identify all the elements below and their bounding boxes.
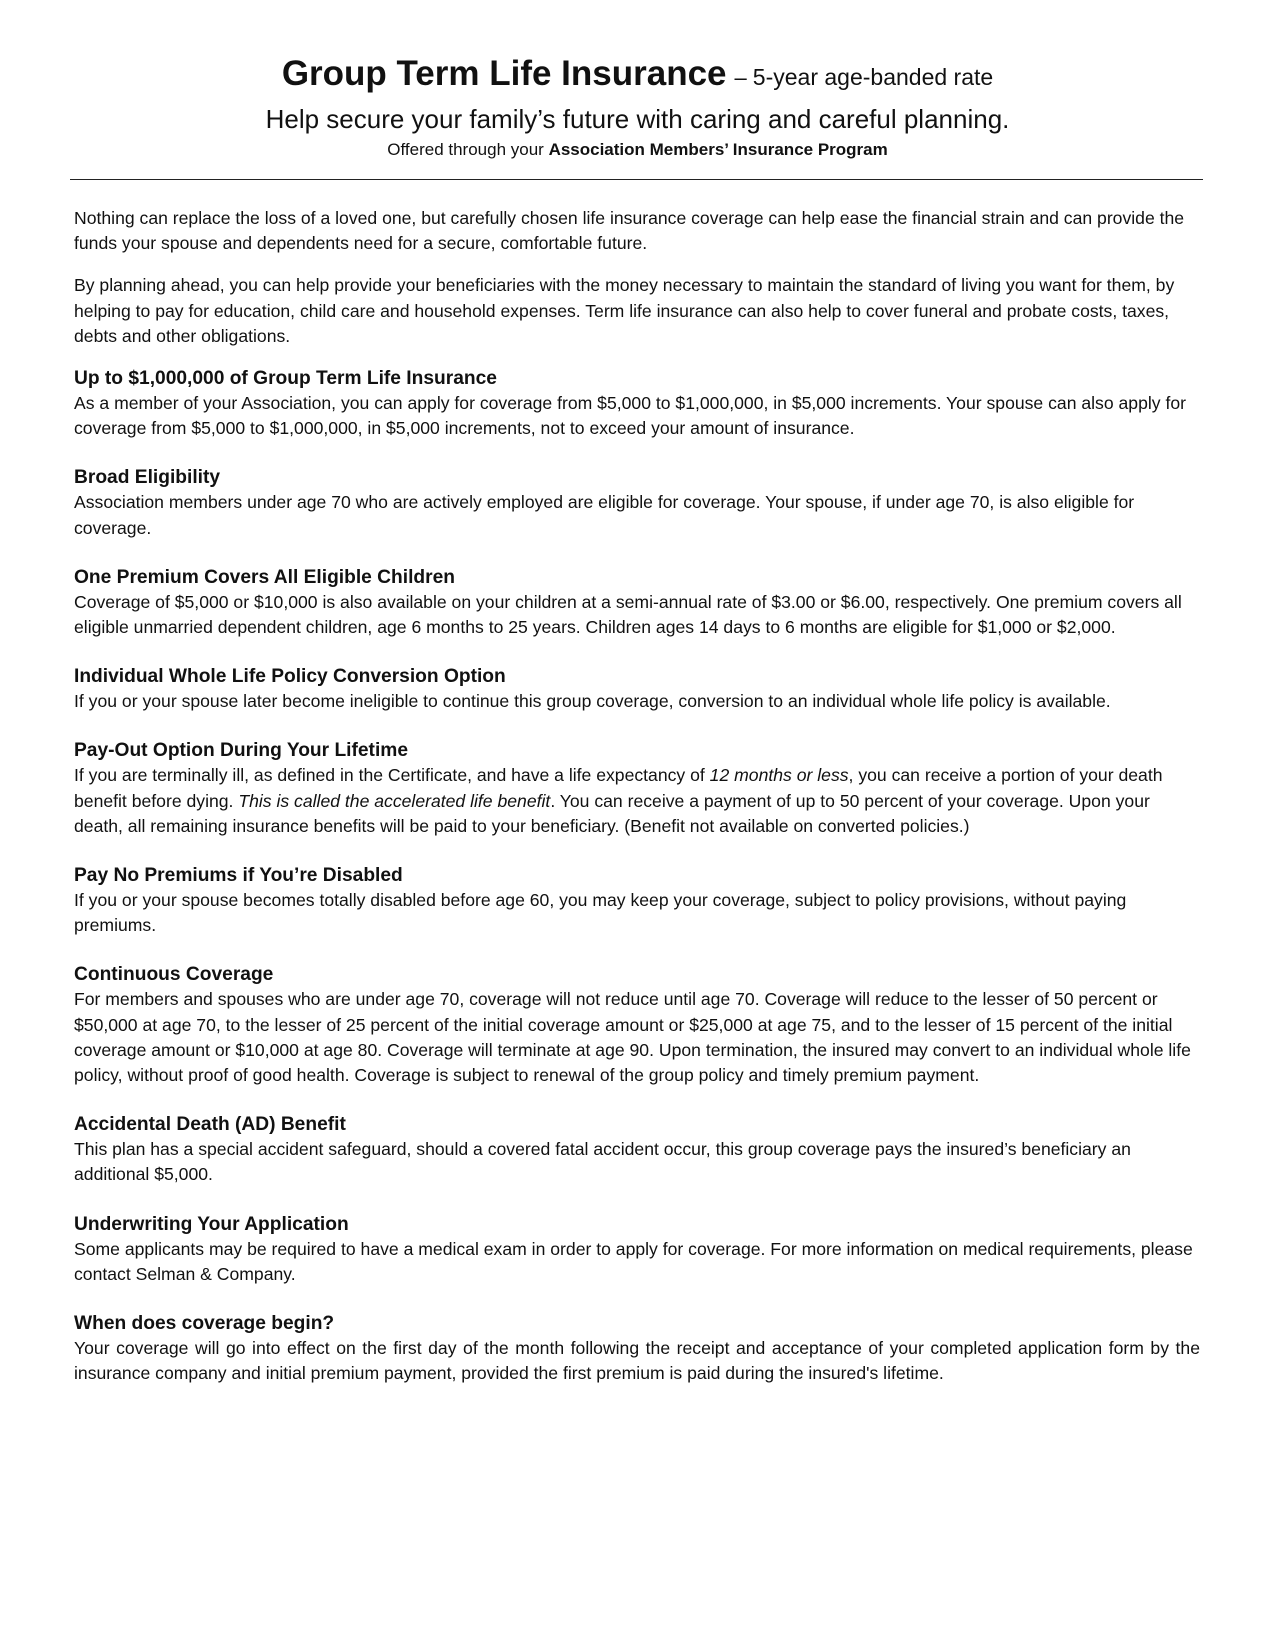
section-body: Coverage of $5,000 or $10,000 is also available on your children at a semi-annual rate of $3.00 or $6.00, respectively. One premium covers all eligible unmarried dependent children, age 6 months to 25 years. Children ages 14 days to 6 months are eligible for $1,000 or $2,000.	[74, 591, 1182, 638]
section-body: Your coverage will go into effect on the first day of the month following the receipt and acceptance of your completed application form by the insurance company and initial premium payment, provided the first premium is paid during the insured's lifetime.	[74, 1338, 1200, 1384]
section-conversion-option	[74, 664, 1200, 714]
section-coverage-begin	[74, 1311, 1200, 1386]
section-body-text: . You can receive a payment of up to 50 percent of your coverage. Upon your death, all remaining insurance benefits will be paid to your beneficiary. (Benefit not available on converted policies.)	[74, 790, 1150, 836]
document-body	[74, 206, 1200, 1386]
section-heading: Up to $1,000,000 of Group Term Life Insurance	[74, 368, 497, 390]
section-heading: Accidental Death (AD) Benefit	[74, 1114, 346, 1136]
section-heading: Individual Whole Life Policy Conversion Option	[74, 666, 506, 688]
section-payout-option	[74, 738, 1200, 839]
document-header	[0, 52, 1275, 162]
title-main: Group Term Life Insurance	[281, 54, 727, 93]
document-title	[0, 52, 1275, 100]
section-heading: One Premium Covers All Eligible Children	[74, 566, 455, 588]
section-body: For members and spouses who are under age 70, coverage will not reduce until age 70. Coverage will reduce to the lesser of 50 percent or $50,000 at age 70, to the lesser of 25 percent of the initial coverage amount or $25,000 at age 75, and to the lesser of 15 percent of the initial coverage amount or $10,000 at age 80. Coverage will terminate at age 90. Upon termination, the insured may convert to an individual whole life policy, without proof of good health. Coverage is subject to renewal of the group policy and timely premium payment.	[74, 989, 1191, 1086]
section-heading: Broad Eligibility	[74, 467, 221, 489]
offered-prefix: Offered through your	[387, 140, 549, 159]
section-heading: Pay No Premiums if You’re Disabled	[74, 865, 403, 887]
section-body: If you or your spouse later become ineligible to continue this group coverage, conversion to an individual whole life policy is available.	[74, 691, 1111, 712]
section-body: Some applicants may be required to have a medical exam in order to apply for coverage. For more information on medical requirements, please contact Selman & Company.	[74, 1238, 1193, 1284]
section-heading: When does coverage begin?	[74, 1313, 335, 1335]
section-heading: Pay-Out Option During Your Lifetime	[74, 740, 409, 762]
header-divider	[70, 179, 1203, 180]
program-name: Association Members’ Insurance Program	[548, 140, 888, 159]
section-body-italic: This is called the accelerated life benefit	[238, 790, 551, 811]
section-disability-waiver	[74, 863, 1200, 938]
offered-through	[0, 138, 1275, 162]
section-heading: Continuous Coverage	[74, 964, 274, 986]
intro-paragraph: Nothing can replace the loss of a loved one, but carefully chosen life insurance coverage can help ease the financial strain and can provide the funds your spouse and dependents need for a secure, comfortable future.	[74, 208, 1185, 254]
section-continuous-coverage	[74, 962, 1200, 1088]
title-dash: –	[734, 65, 747, 90]
section-accidental-death	[74, 1112, 1200, 1187]
intro-paragraph: By planning ahead, you can help provide your beneficiaries with the money necessary to maintain the standard of living you want for them, by helping to pay for education, child care and household expenses. Term life insurance can also help to cover funeral and probate costs, taxes, debts and other obligations.	[74, 275, 1175, 346]
section-body: If you or your spouse becomes totally disabled before age 60, you may keep your coverage, subject to policy provisions, without paying premiums.	[74, 890, 1127, 936]
section-underwriting	[74, 1212, 1200, 1287]
tagline: Help secure your family’s future with caring and careful planning.	[265, 104, 1010, 134]
section-body	[74, 763, 1200, 839]
title-subtitle: 5-year age-banded rate	[752, 64, 994, 90]
section-body-text: , you can receive a portion of your death benefit before dying.	[74, 765, 1163, 811]
section-body: This plan has a special accident safeguard, should a covered fatal accident occur, this group coverage pays the insured’s beneficiary an additional $5,000.	[74, 1139, 1131, 1185]
section-body: Association members under age 70 who are actively employed are eligible for coverage. Your spouse, if under age 70, is also eligible for coverage.	[74, 492, 1135, 538]
section-body: As a member of your Association, you can apply for coverage from $5,000 to $1,000,000, in $5,000 increments. Your spouse can also apply for coverage from $5,000 to $1,000,000, in $5,000 increments, not to exceed your amount of insurance.	[74, 393, 1187, 439]
section-body-text: If you are terminally ill, as defined in the Certificate, and have a life expectancy of	[74, 765, 710, 786]
section-heading: Underwriting Your Application	[74, 1213, 349, 1235]
section-body-italic: 12 months or less	[709, 765, 849, 786]
section-children-coverage	[74, 565, 1200, 640]
section-coverage-amount	[74, 366, 1200, 441]
section-broad-eligibility	[74, 465, 1200, 540]
